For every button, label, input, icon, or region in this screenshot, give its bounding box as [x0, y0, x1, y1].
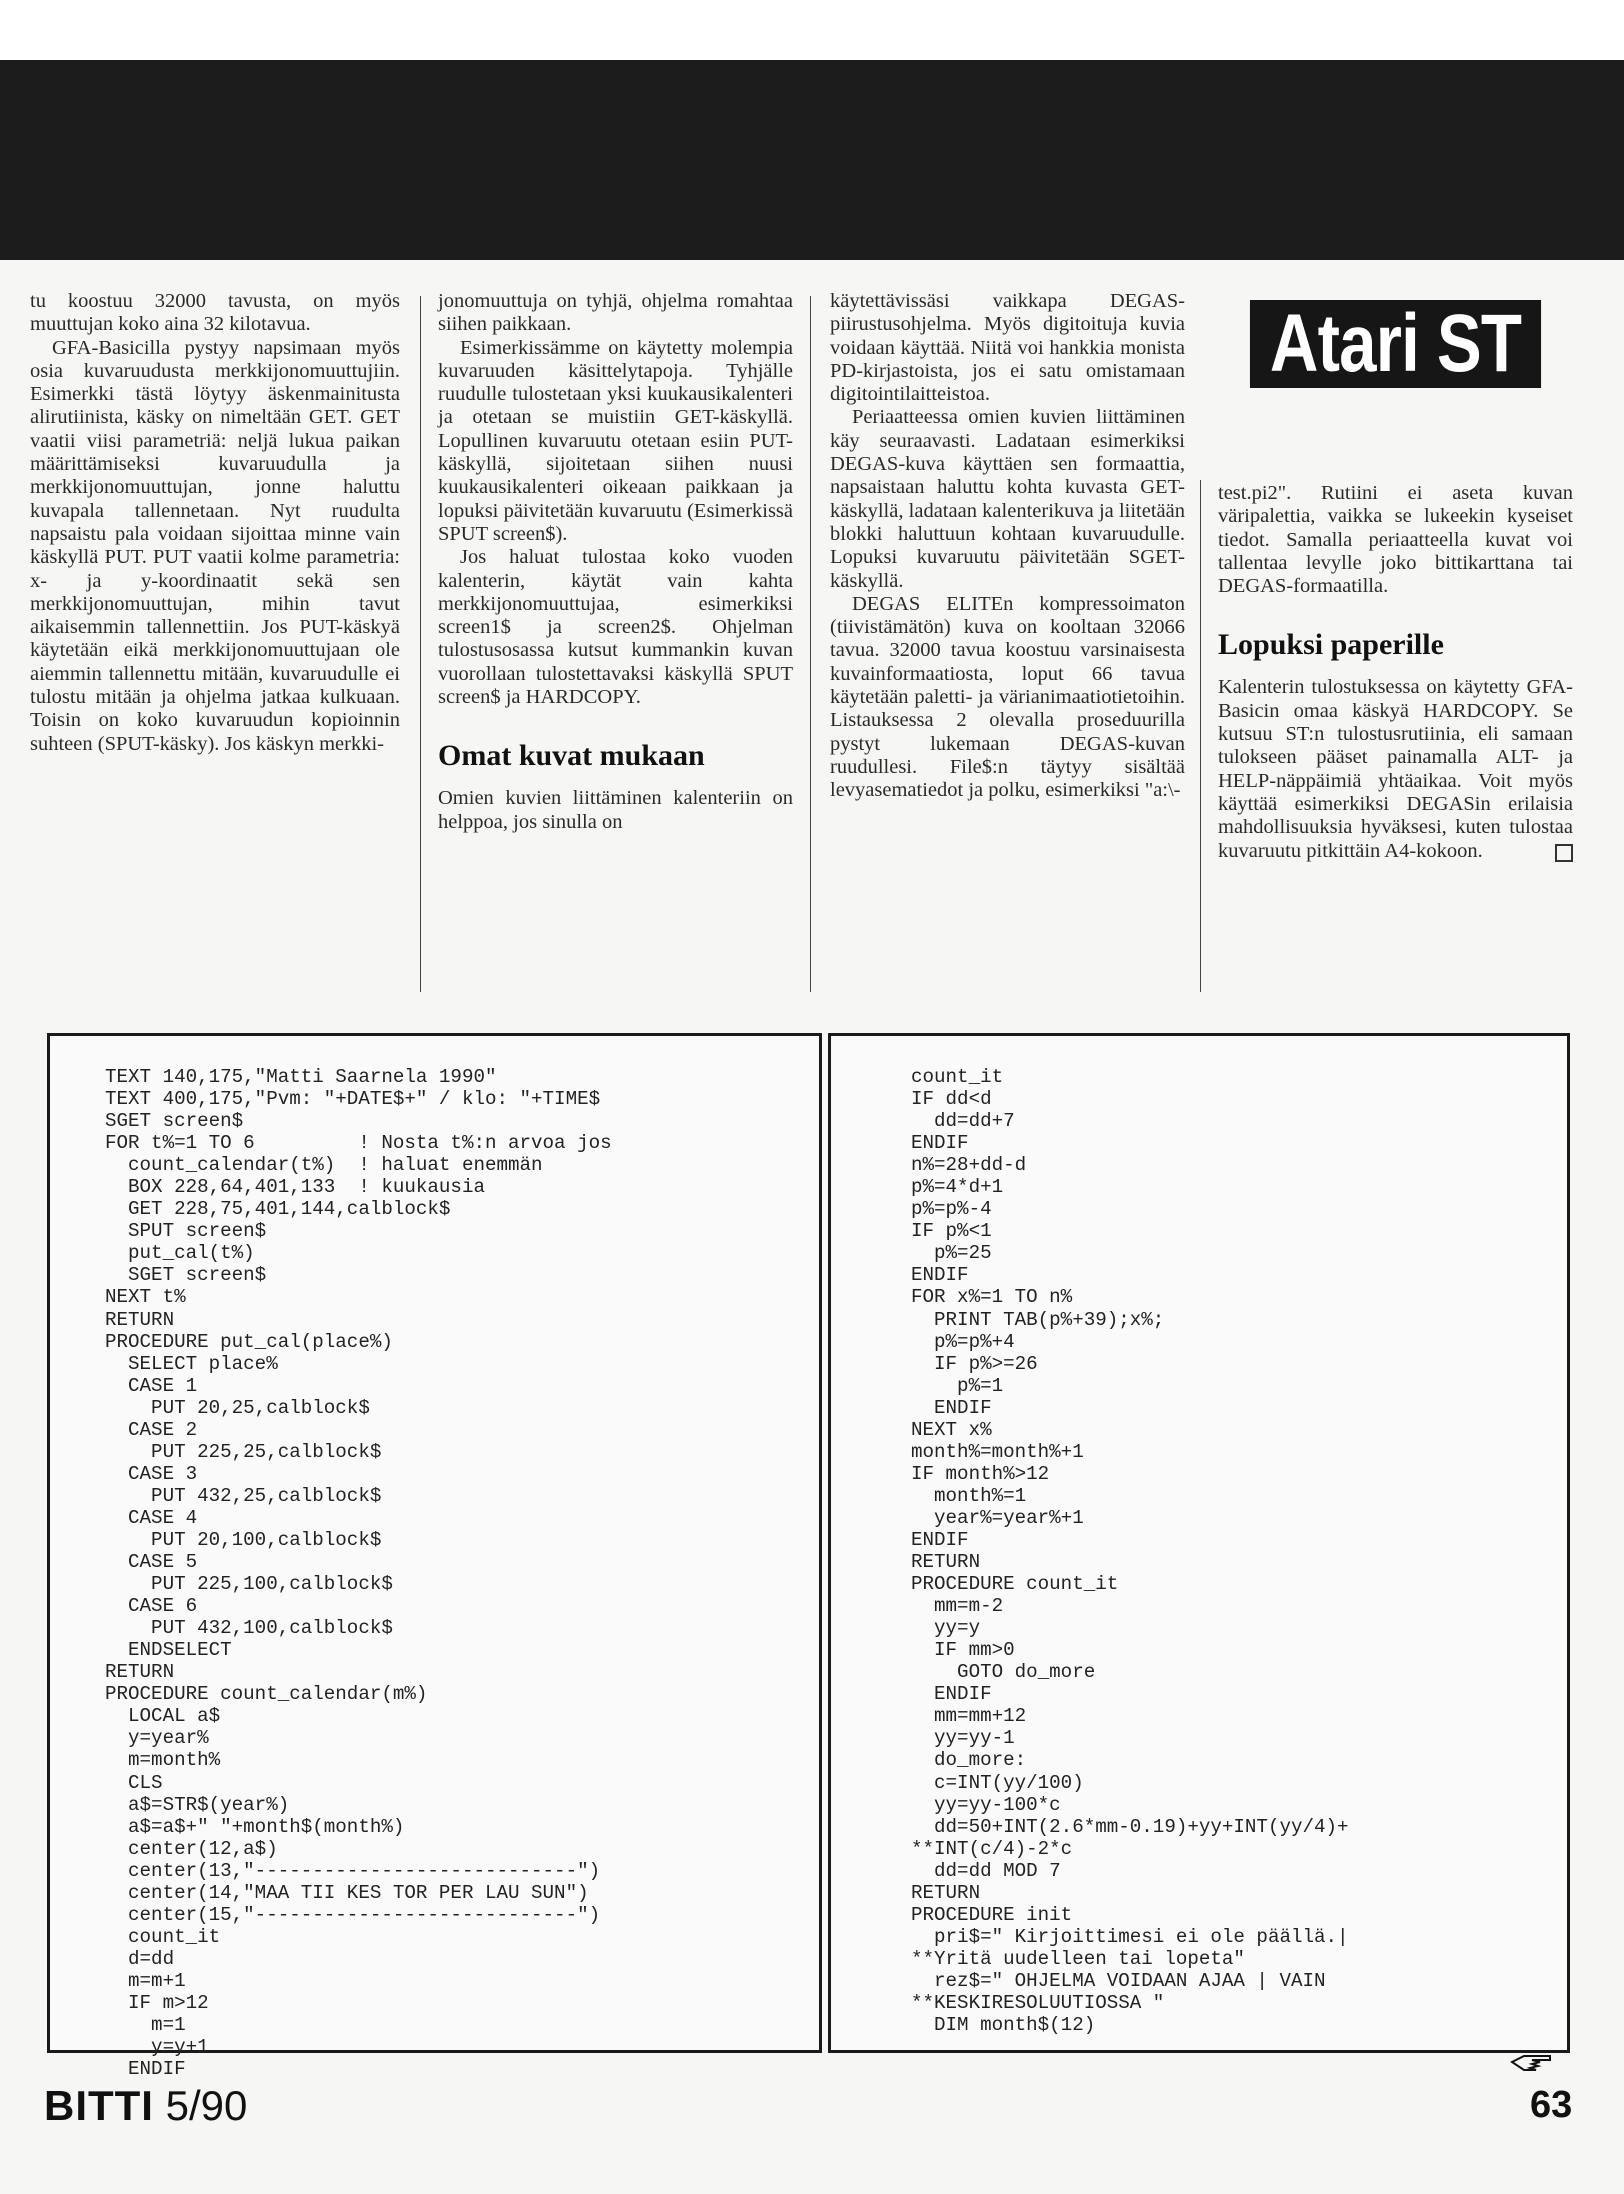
- section-heading: Omat kuvat mukaan: [438, 739, 705, 773]
- header-band: [0, 60, 1624, 260]
- pointing-hand-icon: [1510, 2050, 1556, 2074]
- paragraph: Omien kuvien liittäminen kalenteriin on helppoa, jos sinulla on: [438, 787, 793, 833]
- paragraph: käytettävissäsi vaikkapa DEGAS-piirustusohjelma. Myös digitoituja kuvia voidaan käyttää. Niitä voi hankkia monista PD-kirjastoista, jos ei satu omistamaan digitointilaitteistoa.: [830, 290, 1185, 406]
- magazine-footer: [44, 2082, 247, 2130]
- section-badge: Atari ST: [1250, 300, 1541, 388]
- code-text: count_it IF dd<d dd=dd+7 ENDIF n%=28+dd-d p%=4*d+1 p%=p%-4 IF p%<1 p%=25 ENDIF FOR x%=1 TO n% PRINT TAB(p%+39);x%; p%=p%+4 IF p%>=26 p%=1 ENDIF NEXT x% month%=month%+1 IF month%>12 month%=1 year%=year%+1 ENDIF RETURN PROCEDURE count_it mm=m-2 yy=y IF mm>0 GOTO do_more ENDIF mm=mm+12 yy=yy-1 do_more: c=INT(yy/100) yy=yy-100*c dd=50+INT(2.6*mm-0.19)+yy+INT(yy/4)+ **INT(c/4)-2*c dd=dd MOD 7 RETURN PROCEDURE init pri$=" Kirjoittimesi ei ole päällä.| **Yritä uudelleen tai lopeta" rez$=" OHJELMA VOIDAAN AJAA | VAIN **KESKIRESOLUUTIOSSA " DIM month$(12): [911, 1066, 1349, 2037]
- end-square-icon: [1555, 844, 1573, 862]
- paragraph-text: Kalenterin tulostuksessa on käytetty GFA-Basicin omaa käskyä HARDCOPY. Se kutsuu ST:n tulostusrutiinia, eli samaan tulokseen pääset painamalla ALT- ja HELP-näppäimiä yhtäaikaa. Voit myös käyttää esimerkiksi DEGASin erilaisia mahdollisuuksia hyväksesi, kuten tulostaa kuvaruutu pitkittäin A4-kokoon.: [1218, 676, 1573, 862]
- column-rule: [1200, 480, 1201, 992]
- text-column-4: [1218, 482, 1573, 863]
- column-rule: [420, 296, 421, 992]
- code-listing-left: [47, 1033, 822, 2081]
- issue-number: 5/90: [165, 2082, 248, 2129]
- text-column-3: [830, 290, 1185, 803]
- paragraph: test.pi2". Rutiini ei aseta kuvan väripalettia, vaikka se lukeekin kyseiset tiedot. Samalla periaatteella kuvat voi tallentaa levylle joko bittikarttana tai DEGAS-formaatilla.: [1218, 482, 1573, 598]
- paragraph: Periaatteessa omien kuvien liittäminen käy seuraavasti. Ladataan esimerkiksi DEGAS-kuva käyttäen sen formaattia, napsaistaan haluttu kohta kuvasta GET-käskyllä, ladataan kalenterikuva ja liitetään blokki haluttuun kohtaan kuvaruudulle. Lopuksi kuvaruutu päivitetään SGET-käskyllä.: [830, 406, 1185, 592]
- paragraph: jonomuuttuja on tyhjä, ohjelma romahtaa siihen paikkaan.: [438, 290, 793, 336]
- code-text: TEXT 140,175,"Matti Saarnela 1990" TEXT 400,175,"Pvm: "+DATE$+" / klo: "+TIME$ SGET screen$ FOR t%=1 TO 6 ! Nosta t%:n arvoa jos count_calendar(t%) ! haluat enemmän BOX 228,64,401,133 ! kuukausia GET 228,75,401,144,calblock$ SPUT screen$ put_cal(t%) SGET screen$ NEXT t% RETURN PROCEDURE put_cal(place%) SELECT place% CASE 1 PUT 20,25,calblock$ CASE 2 PUT 225,25,calblock$ CASE 3 PUT 432,25,calblock$ CASE 4 PUT 20,100,calblock$ CASE 5 PUT 225,100,calblock$ CASE 6 PUT 432,100,calblock$ ENDSELECT RETURN PROCEDURE count_calendar(m%) LOCAL a$ y=year% m=month% CLS a$=STR$(year%) a$=a$+" "+month$(month%) center(12,a$) center(13,"----------------------------") center(14,"MAA TII KES TOR PER LAU SUN") center(15,"----------------------------") count_it d=dd m=m+1 IF m>12 m=1 y=y+1 ENDIF: [105, 1066, 612, 2081]
- paragraph: tu koostuu 32000 tavusta, on myös muuttujan koko aina 32 kilotavua.: [30, 290, 400, 336]
- magazine-name: BITTI: [44, 2082, 154, 2129]
- text-column-1: [30, 290, 400, 756]
- text-column-2: [438, 290, 793, 834]
- paragraph: DEGAS ELITEn kompressoimaton (tiivistämätön) kuva on kooltaan 32066 tavua. 32000 tavua koostuu varsinaisesta kuvainformaatiosta, loput 66 tavua käytetään paletti- ja värianimaatiotietoihin. Listauksessa 2 olevalla proseduurilla pystyt lukemaan DEGAS-kuvan ruudullesi. File$:n täytyy sisältää levyasematiedot ja polku, esimerkiksi "a:\-: [830, 592, 1185, 802]
- top-margin: [0, 0, 1624, 60]
- page-number: 63: [1530, 2084, 1573, 2126]
- paragraph: GFA-Basicilla pystyy napsimaan myös osia kuvaruudusta merkkijonomuuttujiin. Esimerkki tästä löytyy äskenmainitusta alirutiinista, käsky on nimeltään GET. GET vaatii viisi parametriä: neljä lukua paikan määrittämiseksi kuvaruudulla ja merkkijonomuuttujan, jonne haluttu kuvapala tallennetaan. Nyt ruudulta napsaistu pala voidaan sijoittaa minne vain käskyllä PUT. PUT vaatii kolme parametria: x- ja y-koordinaatit sekä sen merkkijonomuuttujan, mihin tavut aikaisemmin tallennettiin. Jos PUT-käskyä käytetään eikä merkkijonomuuttujaan ole aiemmin tallennettu mitään, kuvaruudulle ei tulostu mitään ja ohjelma jatkaa kulkuaan. Toisin on koko kuvaruudun kopioinnin suhteen (SPUT-käsky). Jos käskyn merkki-: [30, 336, 400, 755]
- paragraph: Jos haluat tulostaa koko vuoden kalenterin, käytät vain kahta merkkijonomuuttujaa, esimerkiksi screen1$ ja screen2$. Ohjelman tulostusosassa kutsut kummankin kuvan vuorollaan tulostettavaksi käskyllä SPUT screen$ ja HARDCOPY.: [438, 546, 793, 709]
- section-heading: Lopuksi paperille: [1218, 628, 1444, 662]
- code-listing-right: [828, 1033, 1570, 2053]
- paragraph: Esimerkissämme on käytetty molempia kuvaruuden käsittelytapoja. Tyhjälle ruudulle tulostetaan yksi kuukausikalenteri ja otetaan se muistiin GET-käskyllä. Lopullinen kuvaruutu otetaan esiin PUT-käskyllä, sijoitetaan siihen nuusi kuukausikalenteri oikeaan paikkaan ja lopuksi päivitetään kuvaruutu (Esimerkissä SPUT screen$).: [438, 336, 793, 545]
- column-rule: [810, 296, 811, 992]
- paragraph: [1218, 676, 1573, 862]
